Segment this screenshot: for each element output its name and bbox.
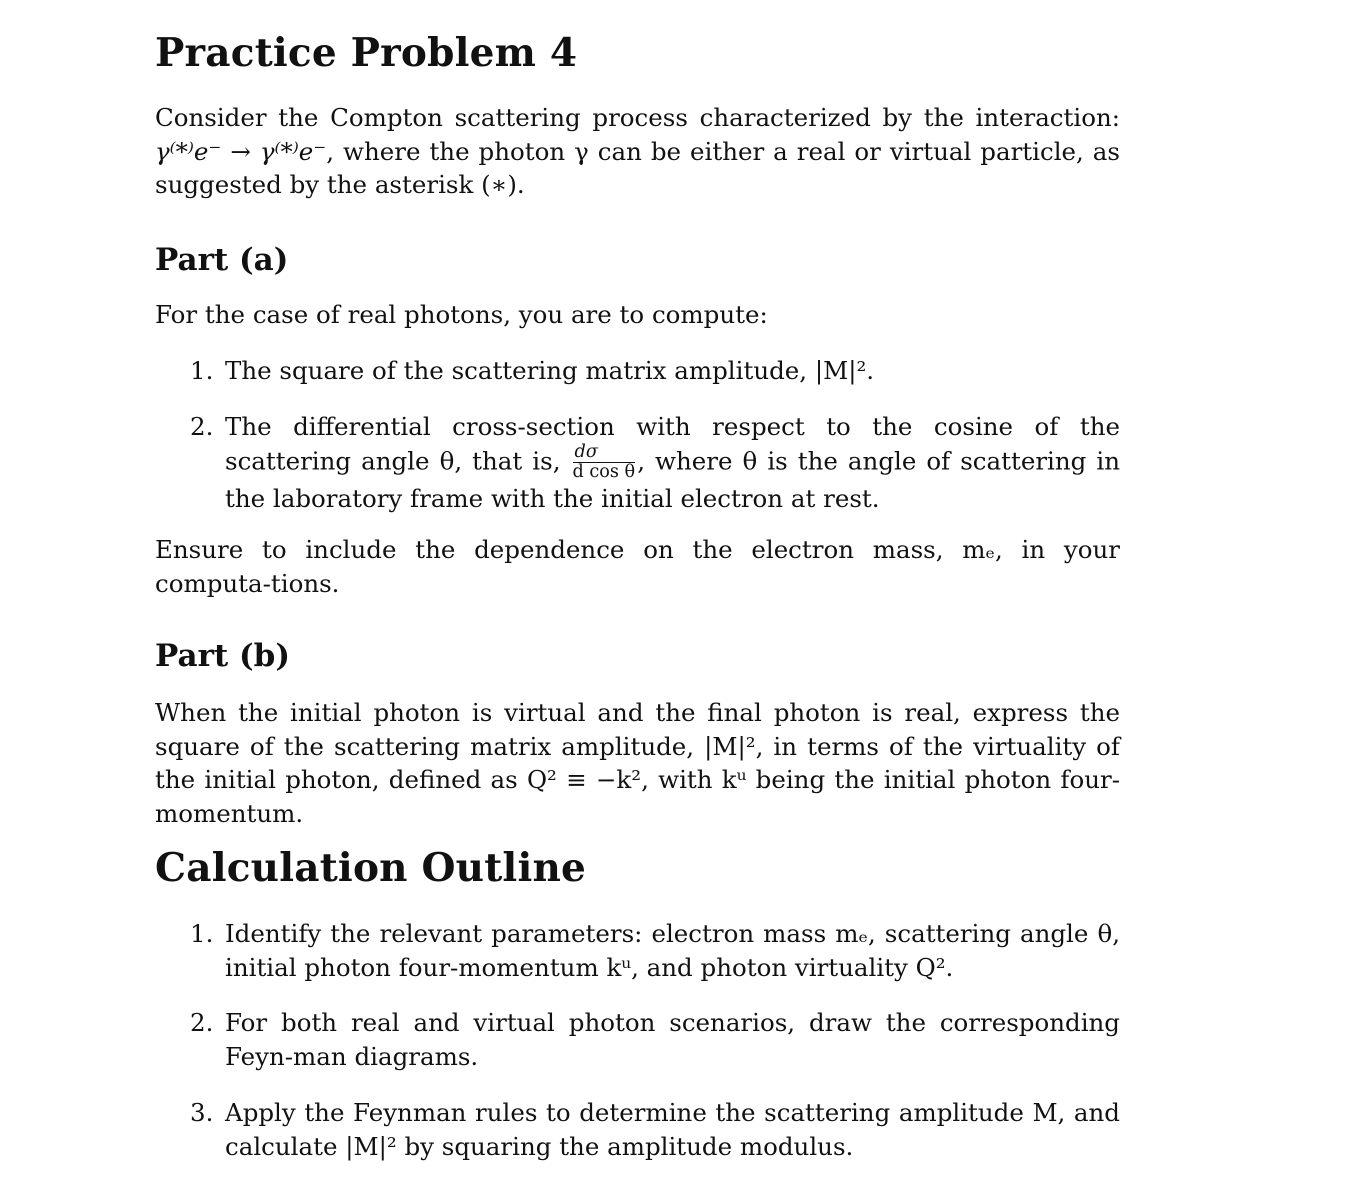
item-text-before: The differential cross-section with respect to the cosine of the scattering angle θ, that is, — [225, 412, 1120, 476]
item-text: For both real and virtual photon scenarios, draw the corresponding Feyn-man diagrams. — [225, 1008, 1120, 1071]
outline-item-1 — [190, 917, 1120, 984]
intro-tail: , where the photon γ can be either a real or virtual particle, as suggested by the asterisk (∗). — [155, 136, 1120, 199]
derivative-fraction — [572, 441, 636, 483]
item-text: The square of the scattering matrix amplitude, |M|². — [225, 356, 875, 385]
outline-heading: Calculation Outline — [155, 845, 587, 891]
part-a-item-2 — [190, 410, 1120, 515]
part-a-item-1 — [190, 354, 1120, 388]
page-title: Practice Problem 4 — [155, 30, 578, 76]
part-b-paragraph: When the initial photon is virtual and the final photon is real, express the square of the scattering matrix amplitude, |M|², in terms of the virtuality of the initial photon, defined as Q² ≡ −k², with kᵘ being the initial photon four-momentum. — [155, 698, 1120, 828]
part-b-heading: Part (b) — [155, 638, 291, 674]
fraction-denominator: d cos θ — [572, 462, 636, 483]
item-text: Identify the relevant parameters: electron mass mₑ, scattering angle θ, initial photon four-momentum kᵘ, and photon virtuality Q². — [225, 919, 1120, 982]
part-a-lead: For the case of real photons, you are to compute: — [155, 300, 768, 329]
item-text — [225, 410, 1120, 515]
intro-paragraph — [155, 101, 1120, 202]
item-number: 3. — [190, 1098, 214, 1127]
outline-item-2 — [190, 1006, 1120, 1073]
part-a-note: Ensure to include the dependence on the electron mass, mₑ, in your computa-tions. — [155, 535, 1120, 598]
item-number: 1. — [190, 919, 214, 948]
item-number: 2. — [190, 412, 214, 441]
intro-lead: Consider the Compton scattering process characterized by the interaction: — [155, 103, 1120, 132]
item-text: Apply the Feynman rules to determine the scattering amplitude M, and calculate |M|² by squaring the amplitude modulus. — [225, 1098, 1120, 1161]
part-a-heading: Part (a) — [155, 242, 289, 278]
item-number: 1. — [190, 356, 214, 385]
fraction-numerator: dσ — [573, 444, 636, 464]
item-number: 2. — [190, 1008, 214, 1037]
item-text-after: , where θ is the angle of scattering in the laboratory frame with the initial electron at rest. — [225, 446, 1120, 513]
outline-item-3 — [190, 1096, 1120, 1163]
intro-reaction: γ⁽*⁾e⁻ → γ⁽*⁾e⁻ — [155, 136, 327, 166]
